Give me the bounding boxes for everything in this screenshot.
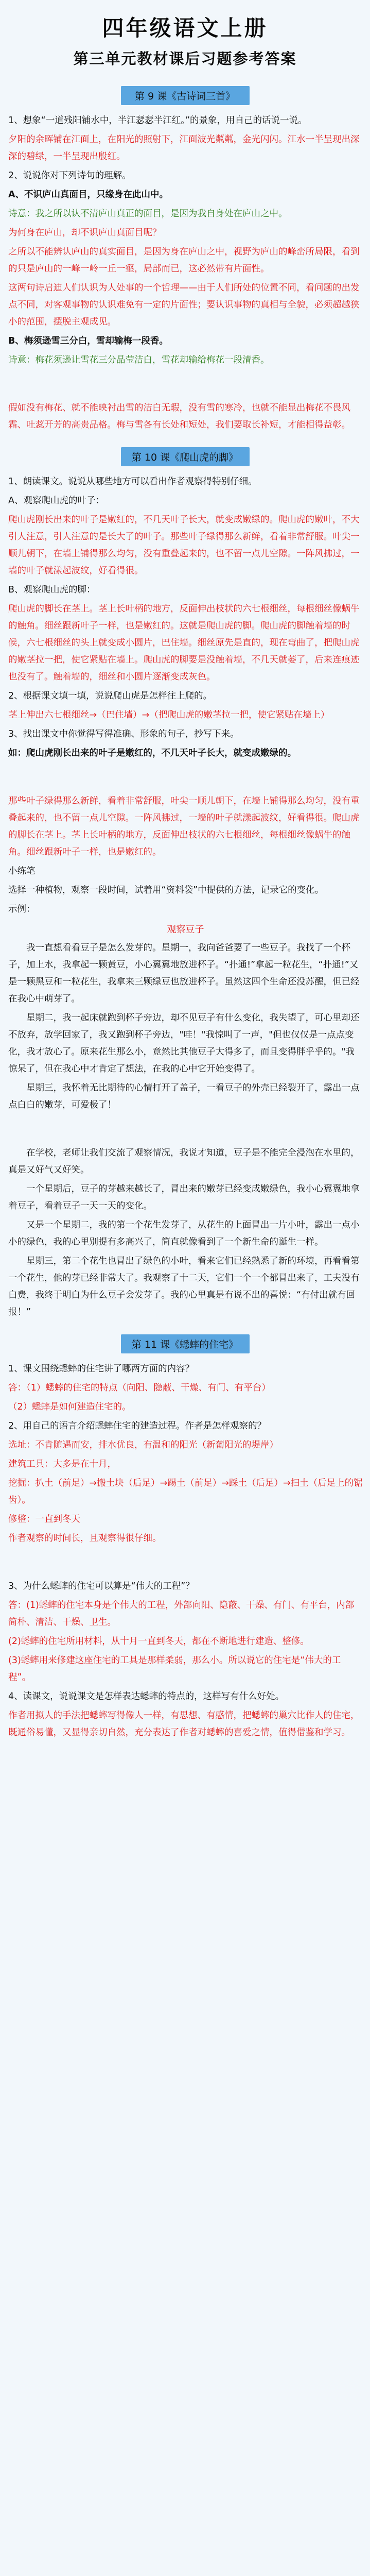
page-subtitle: 第三单元教材课后习题参考答案 xyxy=(73,50,297,67)
story-paragraph: 星期三，我怀着无比期待的心情打开了盖子，一看豆子的外壳已经裂开了，露出一点点白白的嫩芽，可爱极了！ xyxy=(8,1083,360,1110)
lesson-9-header: 第 9 课《古诗词三首》 xyxy=(121,86,250,105)
l9-poem-b-meaning: 诗意：梅花须逊让雪花三分晶莹洁白，雪花却输给梅花一段清香。 xyxy=(8,355,270,365)
l11-answer-2a: 选址：不肯随遇而安，排水优良，有温和的阳光（新葡阳光的堤岸） xyxy=(8,1440,278,1450)
l9-poem-a-answer-2: 这两句诗启迪人们认识为人处事的一个哲理——由于人们所处的位置不同，看问题的出发点不同，对客观事物的认识难免有一定的片面性；要认识事物的真相与全貌，必须超越狭小的范围，摆脱主观成见。 xyxy=(8,283,360,327)
lesson-10-section xyxy=(0,473,370,1321)
l10-part-a-answer: 爬山虎刚长出来的叶子是嫩红的，不几天叶子长大，就变成嫩绿的。爬山虎的嫩叶，不大引人注意，引人注意的是长大了的叶子。那些叶子绿得那么新鲜，看着非常舒服。叶尖一顺儿朝下，在墙上铺得那么均匀，没有重叠起来的，也不留一点儿空隙。一阵风拂过，一墙的叶子就漾起波纹，好看得很。 xyxy=(8,515,360,576)
l11-answer-2c: 挖掘：扒土（前足）→搬土块（后足）→踢土（前足）→踩土（后足）→扫土（后足上的锯齿）。 xyxy=(8,1478,363,1505)
l11-answer-1b: （2）蟋蟀是如何建造住宅的。 xyxy=(8,1402,131,1412)
l11-answer-2d: 修整：一直到冬天 xyxy=(8,1514,80,1524)
story-paragraph: 一个星期后，豆子的芽越来越长了，冒出来的嫩芽已经变成嫩绿色，我小心翼翼地拿着豆子，看着豆子一天一天的变化。 xyxy=(8,1184,360,1211)
l9-poem-a-question: 为何身在庐山，却不识庐山真面目呢？ xyxy=(8,228,162,238)
l11-question-4: 4、读课文，说说课文是怎样表达蟋蟀的特点的，这样写有什么好处。 xyxy=(8,1691,285,1702)
l9-poem-b: B、梅须逊雪三分白，雪却输梅一段香。 xyxy=(8,336,168,346)
l10-part-b-label: B、观察爬山虎的脚： xyxy=(8,585,96,595)
l9-poem-a-answer-1: 之所以不能辨认庐山的真实面目，是因为身在庐山之中，视野为庐山的峰峦所局限，看到的只是庐山的一峰一岭一丘一壑，局部而已，这必然带有片面性。 xyxy=(8,247,360,274)
story-paragraph: 又是一个星期二，我的第一个花生发芽了，从花生的上面冒出一片小叶，露出一点小小的绿色，我的心里别提有多高兴了，简直就像看到了一个新生命的诞生一样。 xyxy=(8,1220,360,1247)
l9-question-2: 2、说说你对下列诗句的理解。 xyxy=(8,171,131,181)
l9-question-1: 1、想象“一道残阳铺水中，半江瑟瑟半江红。”的景象，用自己的话说一说。 xyxy=(8,115,307,126)
title-block xyxy=(0,0,370,73)
l10-question-1: 1、朗读课文。说说从哪些地方可以看出作者观察得特别仔细。 xyxy=(8,477,257,487)
l11-answer-2e: 作者观察的时间长，且观察得很仔细。 xyxy=(8,1533,162,1544)
l11-question-2: 2、用自己的语言介绍蟋蟀住宅的建造过程。作者是怎样观察的？ xyxy=(8,1421,267,1431)
lesson-9-section xyxy=(0,112,370,434)
l10-question-3: 3、找出课文中你觉得写得准确、形象的句子，抄写下来。 xyxy=(8,729,239,739)
l11-question-1: 1、课文围绕蟋蟀的住宅讲了哪两方面的内容？ xyxy=(8,1364,195,1374)
l9-poem-b-answer: 假如没有梅花、就不能映衬出雪的洁白无瑕，没有雪的寒冷，也就不能显出梅花不畏风霜、吐蕊开芳的高贵品格。梅与雪各有长处和短处，我们要取长补短，才能相得益彰。 xyxy=(8,403,350,430)
l11-answer-2b: 建筑工具：大多是在十月， xyxy=(8,1459,116,1469)
l11-answer-3c: (3)蟋蟀用来修建这座住宅的工具是那样柔弱，那么小。所以说它的住宅是“伟大的工程”。 xyxy=(8,1655,341,1683)
story-paragraph: 我一直想看看豆子是怎么发芽的。星期一，我向爸爸要了一些豆子。我找了一个杯子，加上水，我拿起一颗黄豆，小心翼翼地放进杯子。“扑通!”拿起一粒花生，“扑通!”又是一颗黑豆和一粒花生，我拿来三颗绿豆也放进杯子。虽然这四个生命还没苏醒，但已经在我心中萌芽了。 xyxy=(8,943,360,1004)
l10-example-label: 示例： xyxy=(8,904,36,914)
l11-answer-4: 作者用拟人的手法把蟋蟀写得像人一样，有思想、有感情，把蟋蟀的巢穴比作人的住宅，既通俗易懂，又显得亲切自然，充分表达了作者对蟋蟀的喜爱之情，值得借鉴和学习。 xyxy=(8,1710,360,1738)
l11-question-3: 3、为什么蟋蟀的住宅可以算是“伟大的工程”？ xyxy=(8,1581,195,1591)
l10-part-b-answer: 爬山虎的脚长在茎上。茎上长叶柄的地方，反面伸出枝状的六七根细丝，每根细丝像蜗牛的触角。细丝跟新叶子一样，也是嫩红的。这就是爬山虎的脚。爬山虎的脚触着墙的时候，六七根细丝的头上就变成小圆片，巴住墙。细丝原先是直的，现在弯曲了，把爬山虎的嫩茎拉一把，使它紧贴在墙上。爬山虎的脚要是没触着墙，不几天就萎了，后来连痕迹也没有了。触着墙的，细丝和小圆片逐渐变成灰色。 xyxy=(8,604,360,682)
l10-part-a-label: A、观察爬山虎的叶子： xyxy=(8,496,104,506)
l11-answer-3b: (2)蟋蟀的住宅所用材料，从十月一直到冬天，都在不断地进行建造、整修。 xyxy=(8,1636,309,1647)
story-paragraph: 在学校，老师让我们交流了观察情况，我说才知道，豆子是不能完全浸泡在水里的，真是又好气又好笑。 xyxy=(8,1148,360,1175)
l9-poem-a-meaning: 诗意：我之所以认不清庐山真正的面目，是因为我自身处在庐山之中。 xyxy=(8,209,288,219)
l11-answer-1a: 答：（1）蟋蟀的住宅的特点（向阳、隐蔽、干燥、有门、有平台） xyxy=(8,1383,271,1393)
l10-fill-answer: 茎上伸出六七根细丝→（巴住墙）→（把爬山虎的嫩茎拉一把，使它紧贴在墙上） xyxy=(8,710,330,720)
lesson-10-header: 第 10 课《爬山虎的脚》 xyxy=(121,447,250,466)
lesson-11-header: 第 11 课《蟋蟀的住宅》 xyxy=(121,1334,250,1353)
l11-answer-3a: 答：(1)蟋蟀的住宅本身是个伟大的工程，外部向阳、隐蔽、干燥、有门、有平台，内部简朴、清洁、干燥、卫生。 xyxy=(8,1600,355,1628)
l9-poem-a: A、不识庐山真面目，只缘身在此山中。 xyxy=(8,190,169,200)
l10-answer-3: 那些叶子绿得那么新鲜，看着非常舒服，叶尖一顺儿朝下，在墙上铺得那么均匀，没有重叠起来的，也不留一点儿空隙。一阵风拂过，一墙的叶子就漾起波纹，好看得很。爬山虎的脚长在茎上。茎上长叶柄的地方，反面伸出枝状的六七根细丝，每根细丝像蜗牛的触角。细丝跟新叶子一样，也是嫩红的。 xyxy=(8,796,360,857)
l10-example-sentence: 如：爬山虎刚长出来的叶子是嫩红的，不几天叶子长大，就变成嫩绿的。 xyxy=(8,748,296,758)
story-paragraph: 星期二，我一起床就跑到杯子旁边，却不见豆子有什么变化，我失望了，可心里却还不放弃，放学回家了，我又跑到杯子旁边，"哇！"我惊叫了一声，"但也仅仅是一点点变化，我才放心了。原来花生那么小，竟然比其他豆子大得多了，而且变得胖乎乎的。"我惊呆了，但在我心中才肯定了想法，在我的心中它开始变得了。 xyxy=(8,1013,360,1074)
l10-practice-text: 选择一种植物，观察一段时间，试着用“资料袋”中提供的方法，记录它的变化。 xyxy=(8,885,324,895)
story-paragraph: 星期三，第二个花生也冒出了绿色的小叶，看来它们已经熟悉了新的环境，再看看第一个花生，他的芽已经非常大了。我观察了十二天，它们一个一个都冒出来了，工夫没有白费，我终于明白为什么豆子会发芽了。我的心里真是有说不出的喜悦：“有付出就有回报！” xyxy=(8,1256,360,1317)
lesson-11-section xyxy=(0,1361,370,1741)
l9-answer-1: 夕阳的余晖铺在江面上，在阳光的照射下，江面波光粼粼，金光闪闪。江水一半呈现出深深的碧绿，一半呈现出殷红。 xyxy=(8,134,360,162)
l10-question-2: 2、根据课文填一填，说说爬山虎是怎样往上爬的。 xyxy=(8,691,213,701)
story-title: 观察豆子 xyxy=(167,924,204,935)
l10-practice-label: 小练笔 xyxy=(8,866,36,876)
page-title: 四年级语文上册 xyxy=(102,15,268,41)
